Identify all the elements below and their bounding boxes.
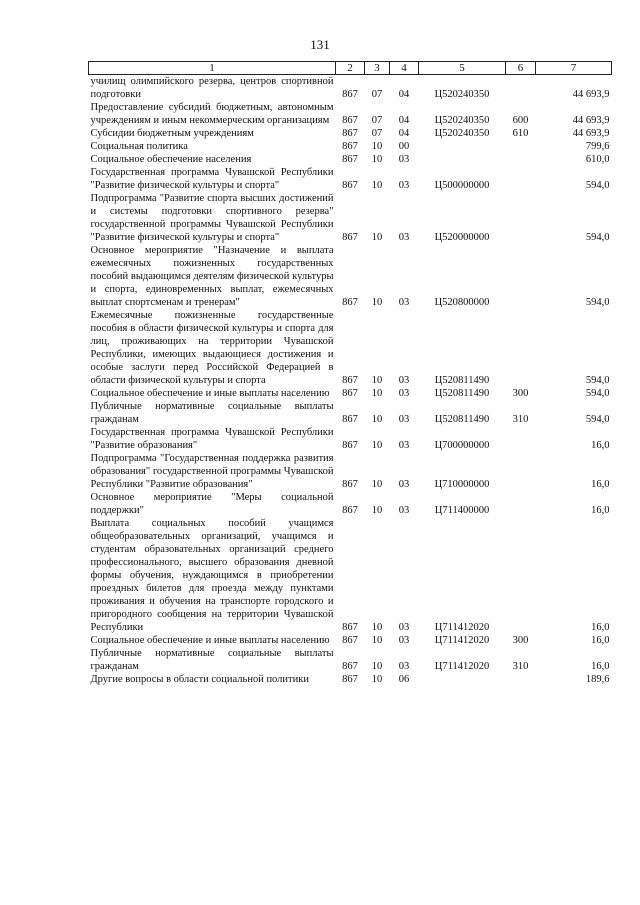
row-section-code: 10 bbox=[371, 232, 383, 243]
row-name: Другие вопросы в области социальной политики bbox=[90, 674, 309, 685]
row-name: Социальное обеспечение и иные выплаты населению bbox=[90, 635, 330, 646]
row-subsection-code: 03 bbox=[398, 622, 410, 633]
row-section-code: 10 bbox=[371, 414, 383, 425]
row-ministry-code: 867 bbox=[342, 479, 358, 490]
row-amount: 594,0 bbox=[585, 388, 610, 399]
row-name: Социальное обеспечение населения bbox=[90, 154, 252, 165]
column-header-3: 3 bbox=[365, 62, 390, 75]
column-header-2: 2 bbox=[336, 62, 365, 75]
row-target-article bbox=[419, 673, 506, 686]
row-expense-type bbox=[506, 153, 536, 166]
row-expense-type bbox=[506, 673, 536, 686]
row-subsection-code: 00 bbox=[398, 141, 410, 152]
row-expense-type: 310 bbox=[512, 661, 529, 672]
row-section-code: 10 bbox=[371, 440, 383, 451]
row-ministry-code: 867 bbox=[342, 414, 358, 425]
row-ministry-code: 867 bbox=[342, 128, 358, 139]
row-expense-type bbox=[506, 309, 536, 387]
row-section-code: 10 bbox=[371, 154, 383, 165]
row-ministry-code: 867 bbox=[342, 635, 358, 646]
table-row bbox=[89, 309, 612, 387]
row-section-code: 10 bbox=[371, 141, 383, 152]
row-ministry-code: 867 bbox=[342, 440, 358, 451]
row-name: Социальная политика bbox=[90, 141, 188, 152]
table-row bbox=[89, 244, 612, 309]
row-amount: 44 693,9 bbox=[572, 115, 610, 126]
row-amount: 16,0 bbox=[591, 661, 610, 672]
table-row bbox=[89, 153, 612, 166]
row-expense-type: 300 bbox=[512, 635, 529, 646]
page-number: 131 bbox=[310, 37, 330, 52]
row-target-article bbox=[419, 153, 506, 166]
row-subsection-code: 03 bbox=[398, 661, 410, 672]
row-section-code: 10 bbox=[371, 297, 383, 308]
row-section-code: 10 bbox=[371, 505, 383, 516]
row-expense-type bbox=[506, 491, 536, 517]
row-ministry-code: 867 bbox=[342, 232, 358, 243]
row-name: Публичные нормативные социальные выплаты гражданам bbox=[90, 648, 334, 672]
table-row bbox=[89, 452, 612, 491]
row-subsection-code: 04 bbox=[398, 115, 410, 126]
row-ministry-code: 867 bbox=[342, 388, 358, 399]
row-amount: 189,6 bbox=[585, 674, 610, 685]
row-subsection-code: 03 bbox=[398, 180, 410, 191]
row-target-article: Ц520800000 bbox=[434, 297, 490, 308]
row-amount: 16,0 bbox=[591, 479, 610, 490]
row-subsection-code: 06 bbox=[398, 674, 410, 685]
row-subsection-code: 03 bbox=[398, 414, 410, 425]
row-amount: 16,0 bbox=[591, 635, 610, 646]
row-target-article: Ц711412020 bbox=[434, 635, 490, 646]
row-subsection-code: 03 bbox=[398, 388, 410, 399]
row-section-code: 10 bbox=[371, 375, 383, 386]
row-amount: 16,0 bbox=[591, 440, 610, 451]
table-row bbox=[89, 75, 612, 102]
row-expense-type: 610 bbox=[512, 128, 529, 139]
row-section-code: 10 bbox=[371, 661, 383, 672]
row-target-article: Ц520811490 bbox=[434, 375, 490, 386]
row-subsection-code: 03 bbox=[398, 297, 410, 308]
row-ministry-code: 867 bbox=[342, 622, 358, 633]
row-ministry-code: 867 bbox=[342, 505, 358, 516]
budget-table bbox=[88, 61, 612, 686]
row-subsection-code: 03 bbox=[398, 505, 410, 516]
column-header-1: 1 bbox=[89, 62, 336, 75]
table-body bbox=[89, 75, 612, 687]
row-target-article: Ц700000000 bbox=[434, 440, 490, 451]
row-section-code: 10 bbox=[371, 388, 383, 399]
row-expense-type bbox=[506, 426, 536, 452]
row-amount: 594,0 bbox=[585, 414, 610, 425]
row-target-article: Ц520000000 bbox=[434, 232, 490, 243]
row-ministry-code: 867 bbox=[342, 375, 358, 386]
table-row bbox=[89, 647, 612, 673]
row-ministry-code: 867 bbox=[342, 154, 358, 165]
row-target-article: Ц711412020 bbox=[434, 622, 490, 633]
table-row bbox=[89, 634, 612, 647]
row-name: Ежемесячные пожизненные государственные пособия в области физической культуры и спорта для лиц, проживающих на территории Чувашской Республики, имеющих выдающиеся достижения и особые заслуги перед Российской Федерацией в области физической культуры и спорта bbox=[90, 310, 334, 386]
row-name: Публичные нормативные социальные выплаты гражданам bbox=[90, 401, 334, 425]
row-expense-type bbox=[506, 75, 536, 102]
table-header bbox=[89, 62, 612, 75]
row-name: Выплата социальных пособий учащимся общеобразовательных организаций, учащимся и студентам образовательных организаций среднего профессионального, высшего образования дневной формы обучения, нуждающимся в приобретении проездных билетов для проезда между пунктами проживания и обучения на транспорте городского и пригородного сообщения на территории Чувашской Республики bbox=[90, 518, 334, 633]
row-amount: 610,0 bbox=[585, 154, 610, 165]
column-header-6: 6 bbox=[506, 62, 536, 75]
row-section-code: 10 bbox=[371, 622, 383, 633]
row-amount: 44 693,9 bbox=[572, 128, 610, 139]
row-subsection-code: 04 bbox=[398, 89, 410, 100]
row-subsection-code: 04 bbox=[398, 128, 410, 139]
row-expense-type bbox=[506, 452, 536, 491]
row-subsection-code: 03 bbox=[398, 232, 410, 243]
row-subsection-code: 03 bbox=[398, 440, 410, 451]
row-section-code: 07 bbox=[371, 89, 383, 100]
row-name: Основное мероприятие "Назначение и выплата ежемесячных пожизненных государственных пособий выдающимся деятелям физической культуры и спорта, единовременных выплат, ежемесячных выплат спортсменам и тренерам" bbox=[90, 245, 334, 308]
column-header-5: 5 bbox=[419, 62, 506, 75]
table-row bbox=[89, 192, 612, 244]
row-section-code: 10 bbox=[371, 479, 383, 490]
row-target-article: Ц500000000 bbox=[434, 180, 490, 191]
row-name: Государственная программа Чувашской Республики "Развитие образования" bbox=[90, 427, 334, 451]
row-amount: 594,0 bbox=[585, 375, 610, 386]
row-ministry-code: 867 bbox=[342, 180, 358, 191]
table-row bbox=[89, 387, 612, 400]
row-ministry-code: 867 bbox=[342, 661, 358, 672]
row-name: училищ олимпийского резерва, центров спортивной подготовки bbox=[90, 76, 334, 100]
row-expense-type: 300 bbox=[512, 388, 529, 399]
row-subsection-code: 03 bbox=[398, 154, 410, 165]
row-expense-type bbox=[506, 166, 536, 192]
row-ministry-code: 867 bbox=[342, 297, 358, 308]
row-target-article: Ц520240350 bbox=[434, 89, 490, 100]
row-name: Государственная программа Чувашской Республики "Развитие физической культуры и спорта" bbox=[90, 167, 334, 191]
table-row bbox=[89, 101, 612, 127]
table-row bbox=[89, 517, 612, 634]
row-name: Подпрограмма "Государственная поддержка развития образования" государственной программы Чувашской Республики "Развитие образования" bbox=[90, 453, 334, 490]
row-expense-type: 310 bbox=[512, 414, 529, 425]
row-subsection-code: 03 bbox=[398, 635, 410, 646]
row-subsection-code: 03 bbox=[398, 375, 410, 386]
row-name: Предоставление субсидий бюджетным, автономным учреждениям и иным некоммерческим организациям bbox=[90, 102, 334, 126]
table-row bbox=[89, 491, 612, 517]
row-ministry-code: 867 bbox=[342, 674, 358, 685]
table-row bbox=[89, 426, 612, 452]
row-section-code: 10 bbox=[371, 180, 383, 191]
table-row bbox=[89, 166, 612, 192]
row-amount: 44 693,9 bbox=[572, 89, 610, 100]
row-amount: 594,0 bbox=[585, 180, 610, 191]
row-target-article: Ц520811490 bbox=[434, 388, 490, 399]
row-target-article: Ц711400000 bbox=[434, 505, 490, 516]
row-expense-type: 600 bbox=[512, 115, 529, 126]
row-target-article: Ц520811490 bbox=[434, 414, 490, 425]
row-target-article: Ц710000000 bbox=[434, 479, 490, 490]
row-target-article: Ц520240350 bbox=[434, 115, 490, 126]
row-amount: 594,0 bbox=[585, 232, 610, 243]
row-name: Субсидии бюджетным учреждениям bbox=[90, 128, 254, 139]
row-amount: 799,6 bbox=[585, 141, 610, 152]
row-target-article: Ц520240350 bbox=[434, 128, 490, 139]
row-name: Подпрограмма "Развитие спорта высших достижений и системы подготовки спортивного резерва" государственной программы Чувашской Республики "Развитие физической культуры и спорта" bbox=[90, 193, 334, 243]
row-amount: 16,0 bbox=[591, 622, 610, 633]
row-amount: 594,0 bbox=[585, 297, 610, 308]
row-expense-type bbox=[506, 517, 536, 634]
row-target-article: Ц711412020 bbox=[434, 661, 490, 672]
row-section-code: 07 bbox=[371, 128, 383, 139]
row-expense-type bbox=[506, 140, 536, 153]
row-section-code: 10 bbox=[371, 635, 383, 646]
row-section-code: 07 bbox=[371, 115, 383, 126]
row-subsection-code: 03 bbox=[398, 479, 410, 490]
column-header-7: 7 bbox=[536, 62, 612, 75]
row-ministry-code: 867 bbox=[342, 141, 358, 152]
row-ministry-code: 867 bbox=[342, 89, 358, 100]
table-row bbox=[89, 400, 612, 426]
row-expense-type bbox=[506, 192, 536, 244]
row-name: Социальное обеспечение и иные выплаты населению bbox=[90, 388, 330, 399]
table-row bbox=[89, 127, 612, 140]
row-section-code: 10 bbox=[371, 674, 383, 685]
table-row bbox=[89, 140, 612, 153]
column-header-4: 4 bbox=[390, 62, 419, 75]
row-expense-type bbox=[506, 244, 536, 309]
header-row bbox=[89, 62, 612, 75]
row-ministry-code: 867 bbox=[342, 115, 358, 126]
row-name: Основное мероприятие "Меры социальной поддержки" bbox=[90, 492, 334, 516]
row-target-article bbox=[419, 140, 506, 153]
row-amount: 16,0 bbox=[591, 505, 610, 516]
table-row bbox=[89, 673, 612, 686]
